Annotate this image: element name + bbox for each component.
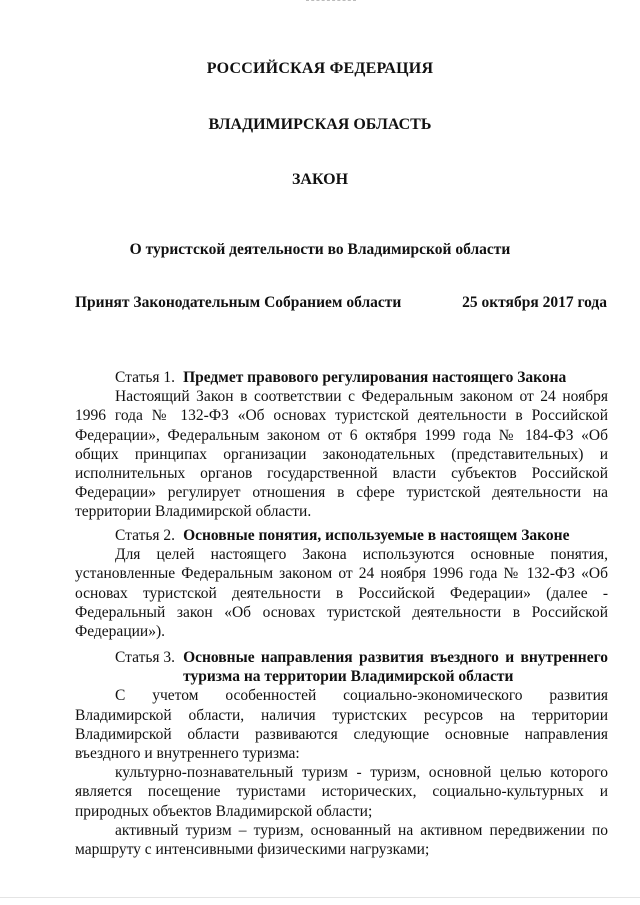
article-title: Предмет правового регулирования настоящего Закона — [183, 369, 567, 386]
article-number: Статья 3. — [115, 649, 176, 666]
article-3 — [75, 648, 608, 859]
article-number: Статья 1. — [115, 369, 176, 386]
scan-artifact — [0, 897, 640, 904]
region-heading: ВЛАДИМИРСКАЯ ОБЛАСТЬ — [208, 116, 432, 133]
adopted-by: Принят Законодательным Собранием области — [75, 294, 402, 311]
law-title: О туристской деятельности во Владимирской области — [129, 241, 511, 258]
article-number: Статья 2. — [115, 527, 176, 544]
article-title: Основные направления развития въездного и внутреннего туризма на территории Владимирской области — [183, 649, 608, 686]
article-title: Основные понятия, используемые в настоящем Законе — [183, 527, 570, 544]
article-2 — [75, 526, 608, 641]
doc-type-heading: ЗАКОН — [291, 171, 349, 188]
article-paragraph: Настоящий Закон в соответствии с Федеральным законом от 24 ноября 1996 года № 132-ФЗ «Об основах туристской деятельности в Российской Федерации», Федеральным законом от 6 октября 1999 года № 184-ФЗ «Об общих принципах организации законодательных (представительных) и исполнительных органов государственной власти субъектов Российской Федерации» регулирует отношения в сфере туристской деятельности на территории Владимирской области. — [75, 388, 608, 521]
scan-artifact — [306, 0, 356, 3]
adoption-date: 25 октября 2017 года — [462, 294, 607, 311]
article-paragraph: С учетом особенностей социально-экономического развития Владимирской области, наличия туристских ресурсов на территории Владимирской области развиваются следующие основные направления въездного и внутреннего туризма: — [75, 687, 608, 763]
country-heading: РОССИЙСКАЯ ФЕДЕРАЦИЯ — [206, 60, 434, 77]
article-paragraph: Для целей настоящего Закона используются основные понятия, установленные Федеральным законом от 24 ноября 1996 года № 132-ФЗ «Об основах туристской деятельности в Российской Федерации» (далее - Федеральный закон «Об основах туристской деятельности в Российской Федерации»). — [75, 546, 608, 641]
article-1 — [75, 368, 608, 522]
article-paragraph: культурно-познавательный туризм - туризм, основной целью которого является посещение туристами исторических, социально-культурных и природных объектов Владимирской области; — [75, 764, 608, 820]
article-paragraph: активный туризм – туризм, основанный на активном передвижении по маршруту с интенсивными физическими нагрузками; — [75, 821, 608, 859]
